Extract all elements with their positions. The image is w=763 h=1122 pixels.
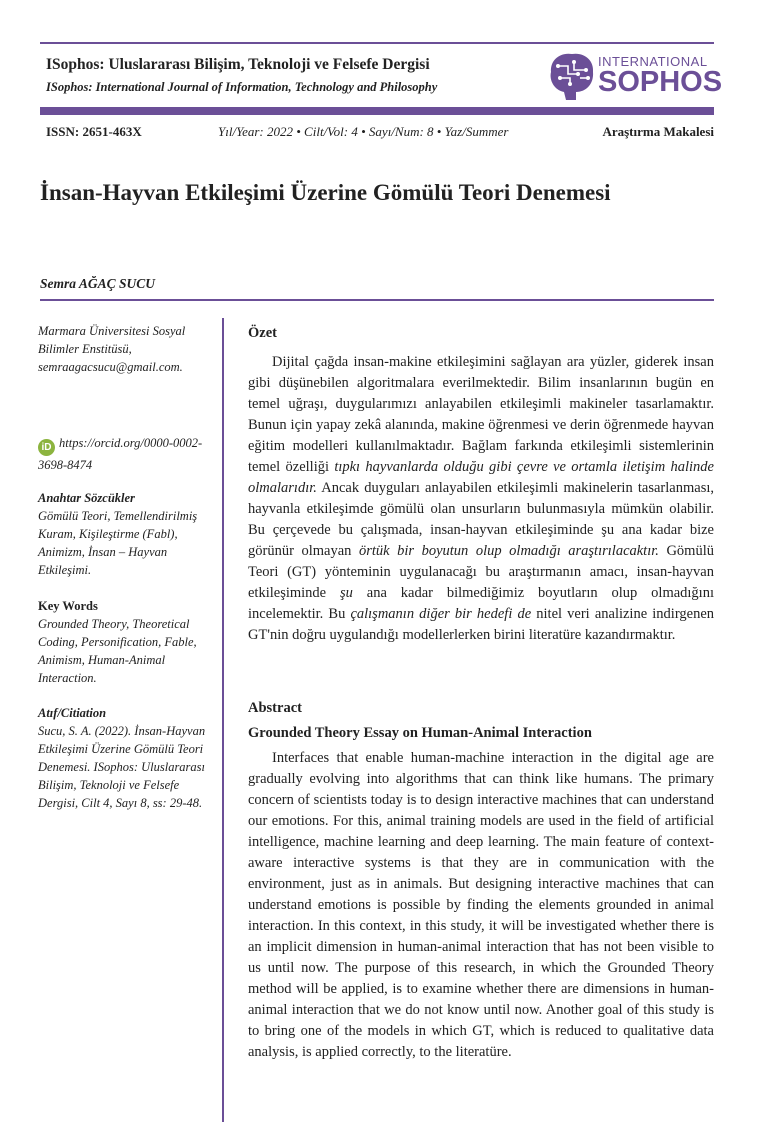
ozet-text-1: Dijital çağda insan-makine etkileşimini sağlayan ara yüzler, giderek insan gibi düşünebilen algoritmalara everilmektedir. Bilim insanlarının bugün en temel uğraşı, duygularımızı anlayabilen etkileşimli makineler tasarlamaktır. Bunun için yapay zekâ alanında, makine öğrenmesi ve derin öğrenmede hayvan eğitim modelleri kullanılmaktadır. Bağlam farkında etkileşimli sistemlerinin temel özelliği	[248, 354, 714, 475]
header-top-rule	[40, 42, 714, 44]
affiliation: Marmara Üniversitesi Sosyal Bilimler Enstitüsü, semraagacsucu@gmail.com.	[38, 324, 186, 374]
issue-info: Yıl/Year: 2022 • Cilt/Vol: 4 • Sayı/Num: 8 • Yaz/Summer	[218, 124, 509, 139]
ozet-text-4: ana kadar bilmediğimiz boyutların olup olmadığını incelemektir. Bu	[248, 585, 714, 622]
abstract-section	[248, 698, 714, 1063]
ozet-heading: Özet	[248, 325, 277, 341]
keywords-en-heading: Key Words	[38, 599, 98, 613]
ozet-text-3: Gömülü Teori (GT) yönteminin uygulanacağı bu araştırmanın amacı, insan-hayvan etkileşiminde	[248, 543, 714, 601]
citation-heading: Atıf/Citiation	[38, 706, 107, 720]
ozet-italic-2: örtük bir boyutun olup olmadığı araştırılacaktır.	[358, 543, 659, 559]
abstract-title: Grounded Theory Essay on Human-Animal Interaction	[248, 725, 592, 741]
abstract-heading: Abstract	[248, 700, 302, 716]
logo-text-sophos: SOPHOS	[598, 66, 723, 98]
ozet-text-2: Ancak duyguları anlayabilen etkileşimli makinelerin tasarlanması, hayvanla etkileşimde gömülü olan unsurların bulunmasıyla mümkün olabilir. Bu çerçevede bu çalışmada, insan-hayvan etkileşiminde şu ana kadar bize görünür olmayan	[248, 480, 714, 559]
abstract-paragraph: Interfaces that enable human-machine interaction in the digital age are gradually evolving into algorithms that can think like humans. The primary concern of scientists today is to design interactive machines that can understand our emotions. For this, animal training models are used in the field of artificial intelligence, machine learning and deep learning. The main feature of context-aware interactive systems is that they are in communication with the environment, just as in animals. But designing interactive machines that can understand emotions is possible by finding the elements grounded in animal interaction. In this context, in this study, it will be investigated whether there is an implicit dimension in human-animal interaction that has not been visible to us until now. The purpose of this research, in which the Grounded Theory method will be applied, is to examine whether there are dimensions in human-animal interaction that we do not know until now. Another goal of this study is to bring one of the models in which GT, which is reduced to qualitative data analysis, is applied correctly, to the literatüre.	[248, 750, 714, 1060]
article-title: İnsan-Hayvan Etkileşimi Üzerine Gömülü Teori Denemesi	[40, 180, 611, 205]
citation-text: Sucu, S. A. (2022). İnsan-Hayvan Etkileşimi Üzerine Gömülü Teori Denemesi. ISophos: Uluslararası Bilişim, Teknoloji ve Felsefe Dergisi, Cilt 4, Sayı 8, ss: 29-48.	[38, 724, 206, 810]
orcid-icon: iD	[38, 439, 55, 456]
ozet-section	[248, 323, 714, 646]
keywords-en: Grounded Theory, Theoretical Coding, Personification, Fable, Animism, Human-Animal Interaction.	[38, 617, 197, 685]
ozet-italic-3: şu	[340, 585, 353, 601]
orcid-block	[38, 434, 214, 474]
ozet-italic-4: çalışmanın diğer bir hedefi de	[350, 606, 532, 622]
ozet-text-5: nitel veri analizine indirgenen GT'nin doğru uygulandığı modellerlerken birini literatüre kazandırmaktır.	[248, 606, 715, 643]
article-type: Araştırma Makalesi	[602, 124, 714, 139]
column-divider	[222, 318, 224, 1122]
issn: ISSN: 2651-463X	[46, 124, 142, 139]
journal-title-en: ISophos: International Journal of Information, Technology and Philosophy	[46, 80, 438, 94]
keywords-tr-heading: Anahtar Sözcükler	[38, 491, 135, 505]
brain-circuit-icon	[546, 48, 598, 104]
orcid-link[interactable]: https://orcid.org/0000-0002-3698-8474	[38, 436, 203, 472]
citation-block	[38, 704, 214, 812]
keywords-tr-block	[38, 489, 214, 579]
ozet-paragraph	[248, 352, 714, 646]
author-rule	[40, 299, 714, 301]
keywords-tr: Gömülü Teori, Temellendirilmiş Kuram, Kişileştirme (Fabl), Animizm, İnsan – Hayvan Etkileşimi.	[38, 509, 198, 577]
keywords-en-block	[38, 597, 214, 687]
logo-text-international: INTERNATIONAL	[598, 54, 708, 69]
journal-title-tr: ISophos: Uluslararası Bilişim, Teknoloji ve Felsefe Dergisi	[46, 56, 430, 73]
header-bar	[40, 107, 714, 115]
ozet-italic-1: tıpkı hayvanlarda olduğu gibi çevre ve ortamla iletişim halinde olmalarıdır.	[248, 459, 714, 496]
author-name: Semra AĞAÇ SUCU	[40, 276, 156, 291]
